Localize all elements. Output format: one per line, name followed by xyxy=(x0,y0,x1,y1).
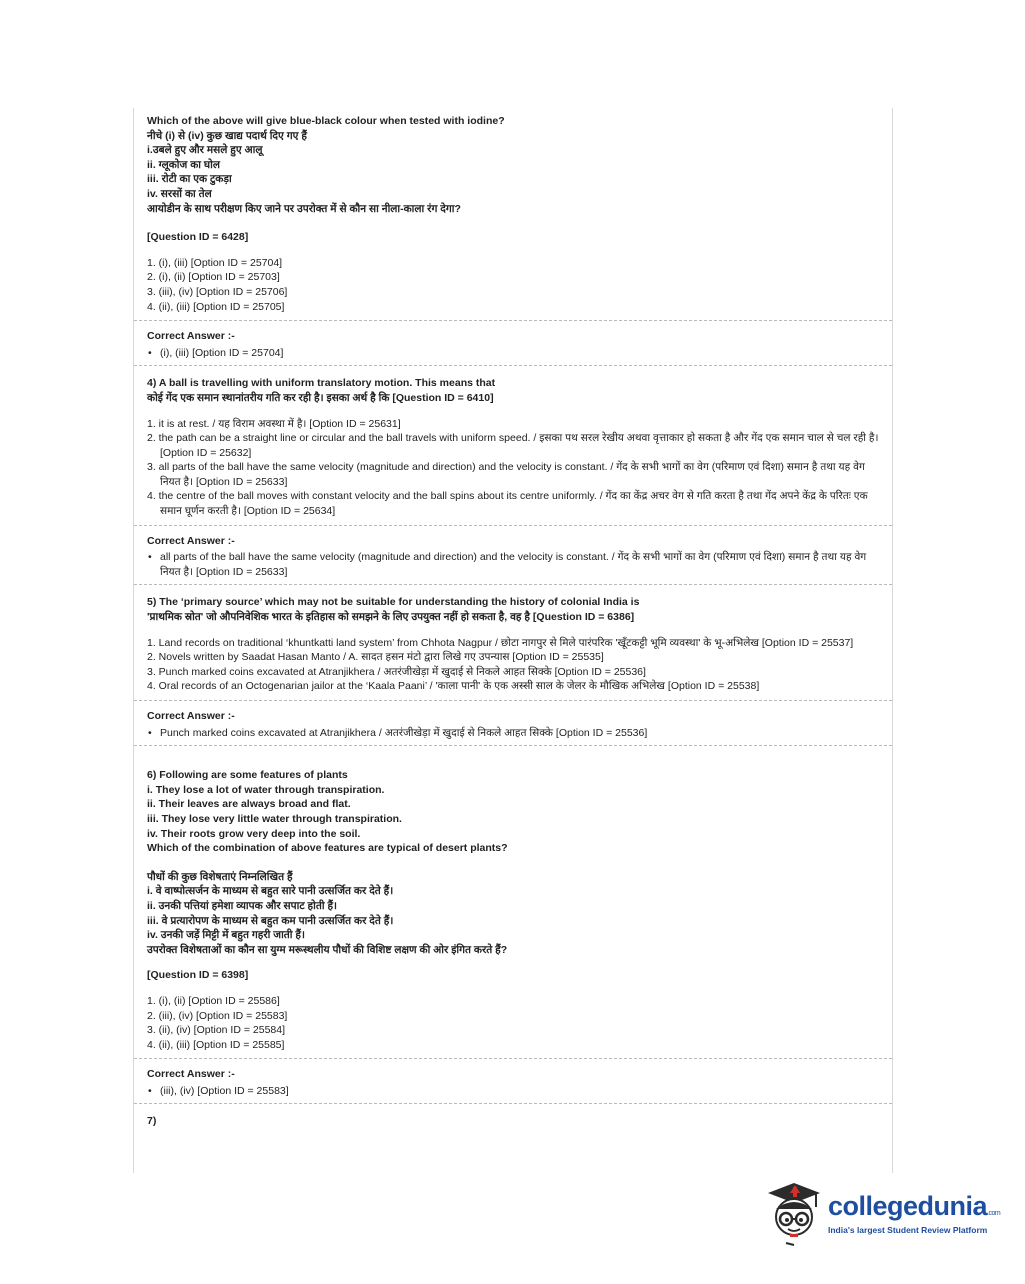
correct-answer-list xyxy=(147,550,879,579)
question-3-text xyxy=(147,114,879,245)
divider xyxy=(134,700,892,701)
divider xyxy=(134,525,892,526)
mascot-icon xyxy=(764,1177,826,1247)
question-3-options xyxy=(147,256,879,314)
question-text-line: iv. सरसों का तेल xyxy=(147,187,212,200)
logo-domain: .com xyxy=(987,1210,1001,1217)
question-text-line: ii. उनकी पत्तियां हमेशा व्यापक और सपाट होती हैं। xyxy=(147,899,338,912)
question-text-line: iv. Their roots grow very deep into the soil. xyxy=(147,827,361,840)
question-7-number: 7) xyxy=(147,1115,157,1128)
divider xyxy=(134,365,892,366)
correct-answer-list xyxy=(147,346,879,361)
option-item: 4. (ii), (iii) [Option ID = 25585] xyxy=(147,1038,285,1051)
divider xyxy=(134,1103,892,1104)
question-text-line: पौधों की कुछ विशेषताएं निम्नलिखित हैं xyxy=(147,870,293,883)
question-text-line: Which of the above will give blue-black colour when tested with iodine? xyxy=(147,115,505,127)
option-item: 3. all parts of the ball have the same velocity (magnitude and direction) and the velocity is constant. / गेंद के सभी भागों का वेग (परिमाण एवं दिशा) समान है तथा यह वेग नियत है। [Option ID = 25633] xyxy=(147,461,865,488)
option-item: 1. it is at rest. / यह विराम अवस्था में है। [Option ID = 25631] xyxy=(147,417,401,430)
correct-answer-label: Correct Answer :- xyxy=(147,534,235,547)
option-item: 3. (ii), (iv) [Option ID = 25584] xyxy=(147,1024,286,1037)
correct-answer: • all parts of the ball have the same velocity (magnitude and direction) and the velocity is constant. / गेंद के सभी भागों का वेग (परिमाण एवं दिशा) समान है तथा यह वेग नियत है। [Option ID = 25633] xyxy=(147,550,879,579)
divider xyxy=(134,584,892,585)
question-text-line: ii. ग्लूकोज का घोल xyxy=(147,158,220,171)
question-text-line: आयोडीन के साथ परीक्षण किए जाने पर उपरोक्त में से कौन सा नीला-काला रंग देगा? xyxy=(147,202,461,215)
question-text-line: iii. रोटी का एक टुकड़ा xyxy=(147,173,232,186)
correct-answer: • (i), (iii) [Option ID = 25704] xyxy=(147,346,879,361)
page-content xyxy=(134,108,892,1129)
logo-tagline: India's largest Student Review Platform xyxy=(828,1225,988,1235)
question-id: [Question ID = 6398] xyxy=(147,969,249,982)
correct-answer: • Punch marked coins excavated at Atranjikhera / अतरंजीखेड़ा में खुदाई से निकले आहत सिक्के [Option ID = 25536] xyxy=(147,726,879,741)
correct-answer-label: Correct Answer :- xyxy=(147,1068,235,1081)
option-item: 2. the path can be a straight line or circular and the ball travels with uniform speed. / इसका पथ सरल रेखीय अथवा वृत्ताकार हो सकता है और गेंद एक समान चाल से चल रही है। [Option ID = 25632] xyxy=(147,432,879,459)
question-text-line: उपरोक्त विशेषताओं का कौन सा युग्म मरूस्थलीय पौधों की विशिष्ट लक्षण की ओर इंगित करते हैं? xyxy=(147,943,508,956)
question-text-line: i. They lose a lot of water through transpiration. xyxy=(147,783,385,796)
option-item: 4. Oral records of an Octogenarian jailor at the ‘Kaala Paani’ / 'काला पानी' के एक अस्सी साल के जेलर के मौखिक अभिलेख [Option ID = 25538] xyxy=(147,680,760,693)
question-4-text xyxy=(147,376,879,405)
option-item: 4. the centre of the ball moves with constant velocity and the ball spins about its centre uniformly. / गेंद का केंद्र अचर वेग से गति करता है तथा गेंद अपने केंद्र के परितः एक समान घूर्णन करती है। [Option ID = 25634] xyxy=(147,490,868,518)
question-text-line: नीचे (i) से (iv) कुछ खाद्य पदार्थ दिए गए हैं xyxy=(147,129,307,142)
option-item: 2. (i), (ii) [Option ID = 25703] xyxy=(147,271,280,284)
option-item: 3. (iii), (iv) [Option ID = 25706] xyxy=(147,285,288,298)
correct-answer-label: Correct Answer :- xyxy=(147,710,235,722)
option-item: 1. Land records on traditional ‘khuntkatti land system’ from Chhota Nagpur / छोटा नागपुर से मिले पारंपरिक 'खूँटकट्टी भूमि व्यवस्था' के भू-अभिलेख [Option ID = 25537] xyxy=(147,636,854,649)
question-4-options xyxy=(147,417,879,519)
question-5-text xyxy=(147,595,879,624)
option-item: 1. (i), (ii) [Option ID = 25586] xyxy=(147,994,280,1007)
question-text-line: 4) A ball is travelling with uniform translatory motion. This means that xyxy=(147,377,496,390)
option-item: 2. Novels written by Saadat Hasan Manto / A. सादत हसन मंटो द्वारा लिखे गए उपन्यास [Option ID = 25535] xyxy=(147,651,604,664)
option-item: 3. Punch marked coins excavated at Atranjikhera / अतरंजीखेड़ा में खुदाई से निकले आहत सिक्के [Option ID = 25536] xyxy=(147,665,646,678)
question-id: [Question ID = 6428] xyxy=(147,231,249,244)
question-6-options xyxy=(147,994,879,1052)
question-text-line: i.उबले हुए और मसले हुए आलू xyxy=(147,144,263,157)
question-text-line: 'प्राथमिक स्रोत' जो औपनिवेशिक भारत के इतिहास को समझने के लिए उपयुक्त नहीं हो सकता है, वह है [Question ID = 6386] xyxy=(147,611,635,624)
question-text-line: 5) The ‘primary source’ which may not be suitable for understanding the history of colonial India is xyxy=(147,596,640,609)
correct-answer-list xyxy=(147,1084,879,1099)
correct-answer-label: Correct Answer :- xyxy=(147,330,235,343)
divider xyxy=(134,1058,892,1059)
question-text-line: i. वे वाष्पोत्सर्जन के माध्यम से बहुत सारे पानी उत्सर्जित कर देते हैं। xyxy=(147,885,394,898)
option-item: 2. (iii), (iv) [Option ID = 25583] xyxy=(147,1009,288,1022)
collegedunia-logo xyxy=(764,1177,1001,1247)
question-text-line: iv. उनकी जड़ें मिट्टी में बहुत गहरी जाती हैं। xyxy=(147,929,305,942)
divider xyxy=(134,320,892,321)
question-text-line: iii. They lose very little water through transpiration. xyxy=(147,812,402,825)
option-item: 1. (i), (iii) [Option ID = 25704] xyxy=(147,256,283,269)
question-text-line: Which of the combination of above features are typical of desert plants? xyxy=(147,842,508,855)
option-item: 4. (ii), (iii) [Option ID = 25705] xyxy=(147,300,285,313)
question-6-text xyxy=(147,768,879,983)
question-text-line: ii. Their leaves are always broad and flat. xyxy=(147,798,351,811)
question-text-line: 6) Following are some features of plants xyxy=(147,769,348,782)
question-text-line: iii. वे प्रत्यारोपण के माध्यम से बहुत कम पानी उत्सर्जित कर देते हैं। xyxy=(147,914,394,927)
divider xyxy=(134,745,892,746)
question-5-options xyxy=(147,636,879,694)
document-page xyxy=(133,108,893,1173)
logo-wordmark: collegedunia.com xyxy=(828,1191,1001,1221)
correct-answer: • (iii), (iv) [Option ID = 25583] xyxy=(147,1084,879,1099)
correct-answer-list xyxy=(147,726,879,741)
question-text-line: कोई गेंद एक समान स्थानांतरीय गति कर रही है। इसका अर्थ है कि [Question ID = 6410] xyxy=(147,391,494,404)
